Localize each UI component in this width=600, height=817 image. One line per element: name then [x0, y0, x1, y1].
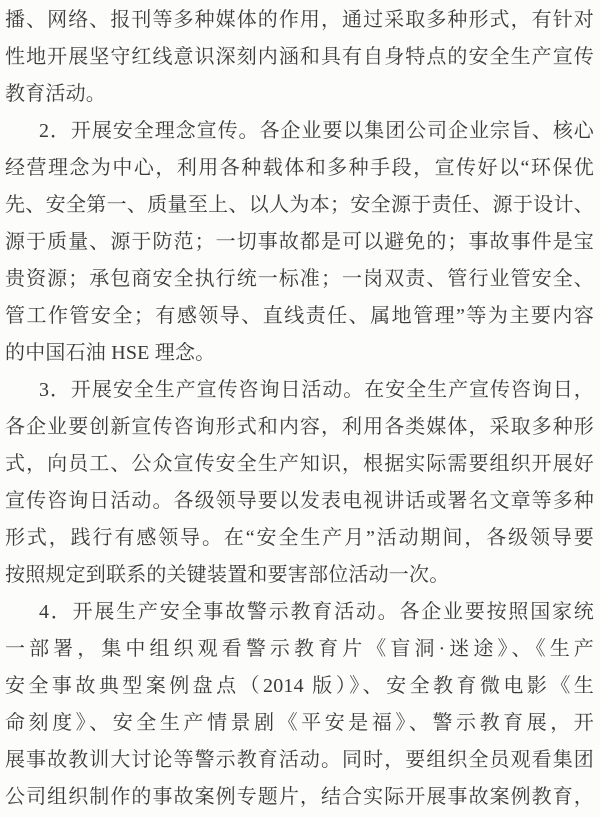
text-line: 宣传咨询日活动。各级领导要以发表电视讲话或署名文章等多种	[5, 490, 594, 512]
text-line: 形式，践行有感领导。在“安全生产月”活动期间，各级领导要	[5, 527, 594, 549]
text-line: 按照规定到联系的关键装置和要害部位活动一次。	[5, 564, 450, 586]
text-line: 贵资源；承包商安全执行统一标准；一岗双责、管行业管安全、	[5, 268, 594, 290]
text-line: 一部署，集中组织观看警示教育片《盲洞·迷途》、《生产	[5, 638, 594, 660]
text-line: 教育活动。	[5, 83, 106, 105]
text-line-paragraph-3-start: 3．开展安全生产宣传咨询日活动。在安全生产宣传咨询日，	[39, 379, 594, 401]
text-line: 源于质量、源于防范；一切事故都是可以避免的；事故事件是宝	[5, 231, 594, 253]
text-line: 展事故教训大讨论等警示教育活动。同时，要组织全员观看集团	[5, 749, 594, 771]
text-line-paragraph-4-start: 4．开展生产安全事故警示教育活动。各企业要按照国家统	[39, 601, 594, 623]
text-line: 经营理念为中心，利用各种载体和多种手段，宣传好以“环保优	[5, 157, 594, 179]
text-line: 命刻度》、安全生产情景剧《平安是福》、警示教育展，开	[5, 712, 594, 734]
text-line: 公司组织制作的事故案例专题片，结合实际开展事故案例教育，	[5, 786, 594, 808]
text-line: 的中国石油 HSE 理念。	[5, 342, 216, 364]
text-line: 性地开展坚守红线意识深刻内涵和具有自身特点的安全生产宣传	[5, 46, 594, 68]
text-line: 播、网络、报刊等多种媒体的作用，通过采取多种形式，有针对	[5, 9, 594, 31]
text-line: 式，向员工、公众宣传安全生产知识，根据实际需要组织开展好	[5, 453, 594, 475]
text-line: 管工作管安全；有感领导、直线责任、属地管理”等为主要内容	[5, 305, 594, 327]
text-line-paragraph-2-start: 2．开展安全理念宣传。各企业要以集团公司企业宗旨、核心	[39, 120, 594, 142]
text-line: 先、安全第一、质量至上、以人为本；安全源于责任、源于设计、	[5, 194, 594, 216]
text-line: 各企业要创新宣传咨询形式和内容，利用各类媒体，采取多种形	[5, 416, 594, 438]
text-line: 安全事故典型案例盘点（2014 版）》、安全教育微电影《生	[5, 675, 594, 697]
